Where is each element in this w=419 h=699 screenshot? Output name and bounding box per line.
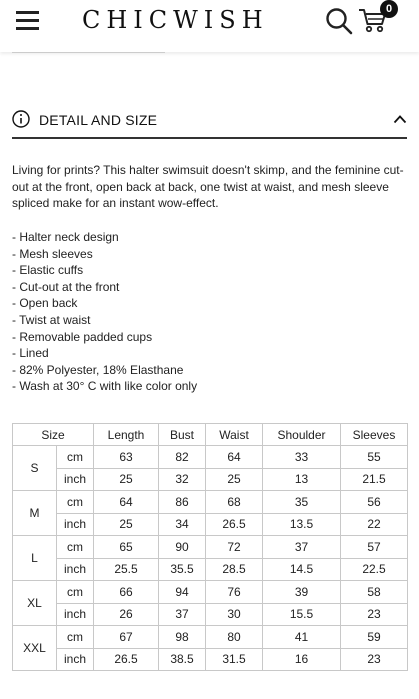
unit-cell: inch [57, 558, 94, 581]
measurement-cell: 33 [263, 446, 341, 469]
table-header-row [13, 424, 408, 446]
table-row [13, 513, 408, 536]
measurement-cell: 37 [263, 536, 341, 559]
measurement-cell: 39 [263, 581, 341, 604]
measurement-cell: 58 [341, 581, 408, 604]
measurement-cell: 26 [94, 603, 159, 626]
measurement-cell: 25 [94, 513, 159, 536]
measurement-cell: 23 [341, 648, 408, 671]
measurement-cell: 67 [94, 626, 159, 649]
measurement-cell: 41 [263, 626, 341, 649]
feature-item: - Removable padded cups [12, 329, 153, 344]
size-label: XL [13, 581, 57, 626]
measurement-cell: 25 [94, 468, 159, 491]
feature-item: - Mesh sleeves [12, 246, 93, 261]
hamburger-menu-icon[interactable] [16, 9, 40, 31]
divider [12, 52, 165, 53]
measurement-cell: 16 [263, 648, 341, 671]
table-row [13, 626, 408, 649]
header-length: Length [94, 424, 159, 446]
measurement-cell: 68 [206, 491, 263, 514]
measurement-cell: 80 [206, 626, 263, 649]
size-table-body [13, 446, 408, 671]
unit-cell: cm [57, 536, 94, 559]
measurement-cell: 66 [94, 581, 159, 604]
feature-list [12, 229, 407, 395]
size-label: L [13, 536, 57, 581]
size-label: M [13, 491, 57, 536]
unit-cell: inch [57, 603, 94, 626]
measurement-cell: 55 [341, 446, 408, 469]
measurement-cell: 31.5 [206, 648, 263, 671]
feature-item: - Lined [12, 346, 49, 361]
feature-item: - Twist at waist [12, 312, 91, 327]
measurement-cell: 94 [159, 581, 206, 604]
measurement-cell: 57 [341, 536, 408, 559]
cart-count-badge: 0 [380, 0, 398, 18]
measurement-cell: 25 [206, 468, 263, 491]
measurement-cell: 59 [341, 626, 408, 649]
measurement-cell: 35.5 [159, 558, 206, 581]
header-bust: Bust [159, 424, 206, 446]
feature-item: - Cut-out at the front [12, 279, 120, 294]
measurement-cell: 86 [159, 491, 206, 514]
measurement-cell: 14.5 [263, 558, 341, 581]
measurement-cell: 34 [159, 513, 206, 536]
unit-cell: cm [57, 626, 94, 649]
measurement-cell: 76 [206, 581, 263, 604]
table-row [13, 581, 408, 604]
table-row [13, 603, 408, 626]
measurement-cell: 25.5 [94, 558, 159, 581]
measurement-cell: 32 [159, 468, 206, 491]
table-row [13, 491, 408, 514]
header-size: Size [13, 424, 94, 446]
size-label: S [13, 446, 57, 491]
chevron-up-icon [393, 114, 407, 124]
measurement-cell: 90 [159, 536, 206, 559]
measurement-cell: 64 [94, 491, 159, 514]
measurement-cell: 65 [94, 536, 159, 559]
measurement-cell: 13 [263, 468, 341, 491]
section-title: DETAIL AND SIZE [39, 112, 158, 128]
detail-and-size-toggle[interactable] [12, 106, 407, 138]
brand-logo[interactable]: CHICWISH [82, 6, 269, 34]
unit-cell: cm [57, 446, 94, 469]
measurement-cell: 64 [206, 446, 263, 469]
unit-cell: inch [57, 468, 94, 491]
header-waist: Waist [206, 424, 263, 446]
table-row [13, 468, 408, 491]
unit-cell: inch [57, 648, 94, 671]
measurement-cell: 38.5 [159, 648, 206, 671]
measurement-cell: 98 [159, 626, 206, 649]
header-sleeves: Sleeves [341, 424, 408, 446]
unit-cell: cm [57, 581, 94, 604]
measurement-cell: 37 [159, 603, 206, 626]
header-shoulder: Shoulder [263, 424, 341, 446]
measurement-cell: 28.5 [206, 558, 263, 581]
measurement-cell: 56 [341, 491, 408, 514]
feature-item: - Wash at 30° C with like color only [12, 379, 198, 394]
feature-item: - Elastic cuffs [12, 263, 84, 278]
measurement-cell: 21.5 [341, 468, 408, 491]
unit-cell: inch [57, 513, 94, 536]
table-row [13, 558, 408, 581]
measurement-cell: 35 [263, 491, 341, 514]
measurement-cell: 26.5 [94, 648, 159, 671]
product-description: Living for prints? This halter swimsuit doesn't skimp, and the feminine cut-out at the front, open back at back, one twist at waist, and mesh sleeve spliced make for an instant wow-effect. [12, 163, 404, 211]
info-icon [12, 110, 30, 128]
measurement-cell: 22 [341, 513, 408, 536]
measurement-cell: 63 [94, 446, 159, 469]
unit-cell: cm [57, 491, 94, 514]
measurement-cell: 72 [206, 536, 263, 559]
section-divider [12, 137, 407, 139]
feature-item: - 82% Polyester, 18% Elasthane [12, 362, 184, 377]
feature-item: - Halter neck design [12, 230, 119, 244]
size-chart-table [12, 423, 408, 671]
table-row [13, 446, 408, 469]
measurement-cell: 30 [206, 603, 263, 626]
measurement-cell: 26.5 [206, 513, 263, 536]
measurement-cell: 22.5 [341, 558, 408, 581]
measurement-cell: 82 [159, 446, 206, 469]
measurement-cell: 15.5 [263, 603, 341, 626]
search-icon[interactable] [325, 7, 353, 35]
feature-item: - Open back [12, 296, 78, 311]
measurement-cell: 23 [341, 603, 408, 626]
measurement-cell: 13.5 [263, 513, 341, 536]
table-row [13, 536, 408, 559]
size-label: XXL [13, 626, 57, 671]
site-header [0, 0, 419, 52]
table-row [13, 648, 408, 671]
